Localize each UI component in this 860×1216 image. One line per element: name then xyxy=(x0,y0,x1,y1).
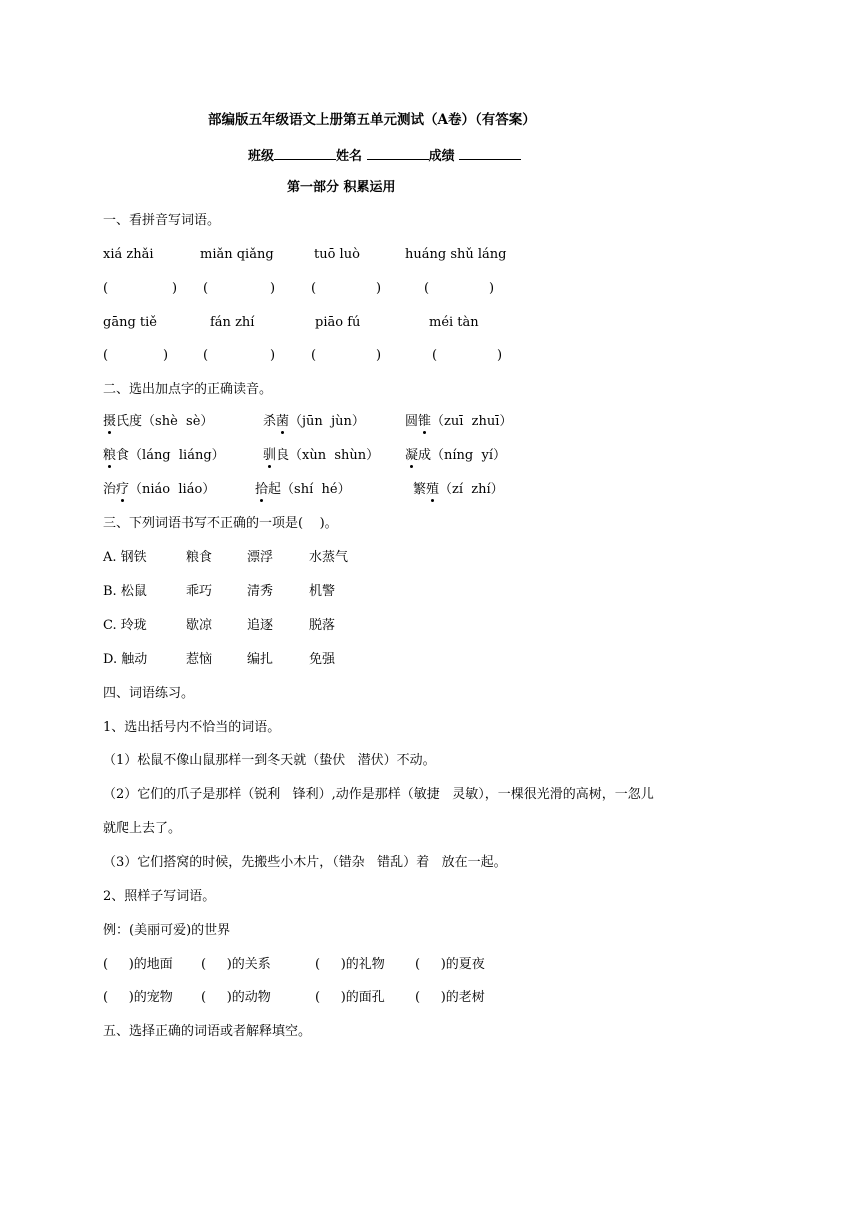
answer-paren-open: ( xyxy=(432,348,438,363)
dotted-char: 凝 xyxy=(405,448,419,463)
answer-paren-open: ( xyxy=(103,348,109,363)
q2-heading: 二、选出加点字的正确读音。 xyxy=(103,382,273,397)
fill-item: ( )的宠物 xyxy=(103,990,173,1005)
pinyin-4: huáng shǔ láng xyxy=(405,247,507,262)
pinyin-8: méi tàn xyxy=(429,315,479,330)
option-word: 机警 xyxy=(309,584,336,599)
info-line xyxy=(248,145,521,166)
fill-item: ( )的面孔 xyxy=(315,990,385,1005)
answer-paren-open: ( xyxy=(103,281,109,296)
reading-item: 凝成（níng yí） xyxy=(405,448,507,463)
option-a-label: A. 钢铁 xyxy=(103,550,147,565)
pinyin-3: tuō luò xyxy=(314,247,360,262)
option-word: 追逐 xyxy=(247,618,274,633)
q4-example: 例：(美丽可爱)的世界 xyxy=(103,923,231,938)
pinyin-5: gāng tiě xyxy=(103,315,157,330)
answer-paren-open: ( xyxy=(424,281,430,296)
pinyin-7: piāo fú xyxy=(315,315,361,330)
dotted-char: 粮 xyxy=(103,448,117,463)
fill-item: ( )的地面 xyxy=(103,957,173,972)
answer-paren-open: ( xyxy=(203,281,209,296)
q4-sentence-1: （1）松鼠不像山鼠那样一到冬天就（蛰伏 潜伏）不动。 xyxy=(103,753,436,768)
dotted-char: 疗 xyxy=(116,482,130,497)
answer-paren-close: ) xyxy=(376,281,382,296)
class-blank[interactable] xyxy=(274,145,336,160)
pinyin-1: xiá zhǎi xyxy=(103,247,154,262)
option-word: 水蒸气 xyxy=(309,550,349,565)
q4-sentence-3: （3）它们搭窝的时候，先搬些小木片，（错杂 错乱）着 放在一起。 xyxy=(103,855,507,870)
dotted-char: 摄 xyxy=(103,414,117,429)
reading-item: 粮食（láng liáng） xyxy=(103,448,225,463)
fill-item: ( )的动物 xyxy=(201,990,271,1005)
option-word: 编扎 xyxy=(247,652,274,667)
reading-item: 繁殖（zí zhí） xyxy=(413,482,504,497)
q4-sentence-2-cont: 就爬上去了。 xyxy=(103,821,182,836)
pinyin-2: miǎn qiǎng xyxy=(200,247,274,262)
option-word: 乖巧 xyxy=(186,584,213,599)
q1-heading: 一、看拼音写词语。 xyxy=(103,213,221,228)
q4-sub1: 1、选出括号内不恰当的词语。 xyxy=(103,720,281,735)
answer-paren-close: ) xyxy=(497,348,503,363)
dotted-char: 拾 xyxy=(255,482,269,497)
answer-paren-close: ) xyxy=(489,281,495,296)
dotted-char: 菌 xyxy=(276,414,290,429)
name-label: 姓名 xyxy=(336,149,363,164)
fill-item: ( )的老树 xyxy=(415,990,485,1005)
reading-item: 驯良（xùn shùn） xyxy=(263,448,380,463)
reading-item: 杀菌（jūn jùn） xyxy=(263,414,365,429)
fill-item: ( )的关系 xyxy=(201,957,271,972)
answer-paren-close: ) xyxy=(270,348,276,363)
q4-heading: 四、词语练习。 xyxy=(103,686,195,701)
q3-heading: 三、下列词语书写不正确的一项是( )。 xyxy=(103,516,338,531)
q4-sub2: 2、照样子写词语。 xyxy=(103,889,216,904)
option-c-label: C. 玲珑 xyxy=(103,618,147,633)
dotted-char: 锥 xyxy=(418,414,432,429)
reading-item: 摄氏度（shè sè） xyxy=(103,414,214,429)
name-blank[interactable] xyxy=(367,145,429,160)
q5-heading: 五、选择正确的词语或者解释填空。 xyxy=(103,1024,312,1039)
option-word: 免强 xyxy=(309,652,336,667)
option-word: 惹恼 xyxy=(186,652,213,667)
class-label: 班级 xyxy=(248,149,275,164)
reading-item: 拾起（shí hé） xyxy=(255,482,351,497)
reading-item: 圆锥（zuī zhuī） xyxy=(405,414,513,429)
answer-paren-close: ) xyxy=(163,348,169,363)
score-label: 成绩 xyxy=(428,149,455,164)
option-word: 脱落 xyxy=(309,618,336,633)
dotted-char: 驯 xyxy=(263,448,277,463)
fill-item: ( )的礼物 xyxy=(315,957,385,972)
answer-paren-open: ( xyxy=(311,348,317,363)
answer-paren-close: ) xyxy=(270,281,276,296)
option-d-label: D. 触动 xyxy=(103,652,148,667)
dotted-char: 殖 xyxy=(426,482,440,497)
fill-item: ( )的夏夜 xyxy=(415,957,485,972)
reading-item: 治疗（niáo liáo） xyxy=(103,482,216,497)
q4-sentence-2: （2）它们的爪子是那样（锐利 锋利）,动作是那样（敏捷 灵敏），一棵很光滑的高树，一忽儿 xyxy=(103,787,654,802)
answer-paren-open: ( xyxy=(203,348,209,363)
option-word: 歇凉 xyxy=(186,618,213,633)
answer-paren-close: ) xyxy=(172,281,178,296)
option-word: 粮食 xyxy=(186,550,213,565)
option-b-label: B. 松鼠 xyxy=(103,584,147,599)
score-blank[interactable] xyxy=(459,145,521,160)
answer-paren-close: ) xyxy=(376,348,382,363)
part-title: 第一部分 积累运用 xyxy=(287,180,396,195)
page-title: 部编版五年级语文上册第五单元测试（A卷）（有答案） xyxy=(208,112,536,128)
answer-paren-open: ( xyxy=(311,281,317,296)
option-word: 清秀 xyxy=(247,584,274,599)
option-word: 漂浮 xyxy=(247,550,274,565)
pinyin-6: fán zhí xyxy=(210,315,255,330)
